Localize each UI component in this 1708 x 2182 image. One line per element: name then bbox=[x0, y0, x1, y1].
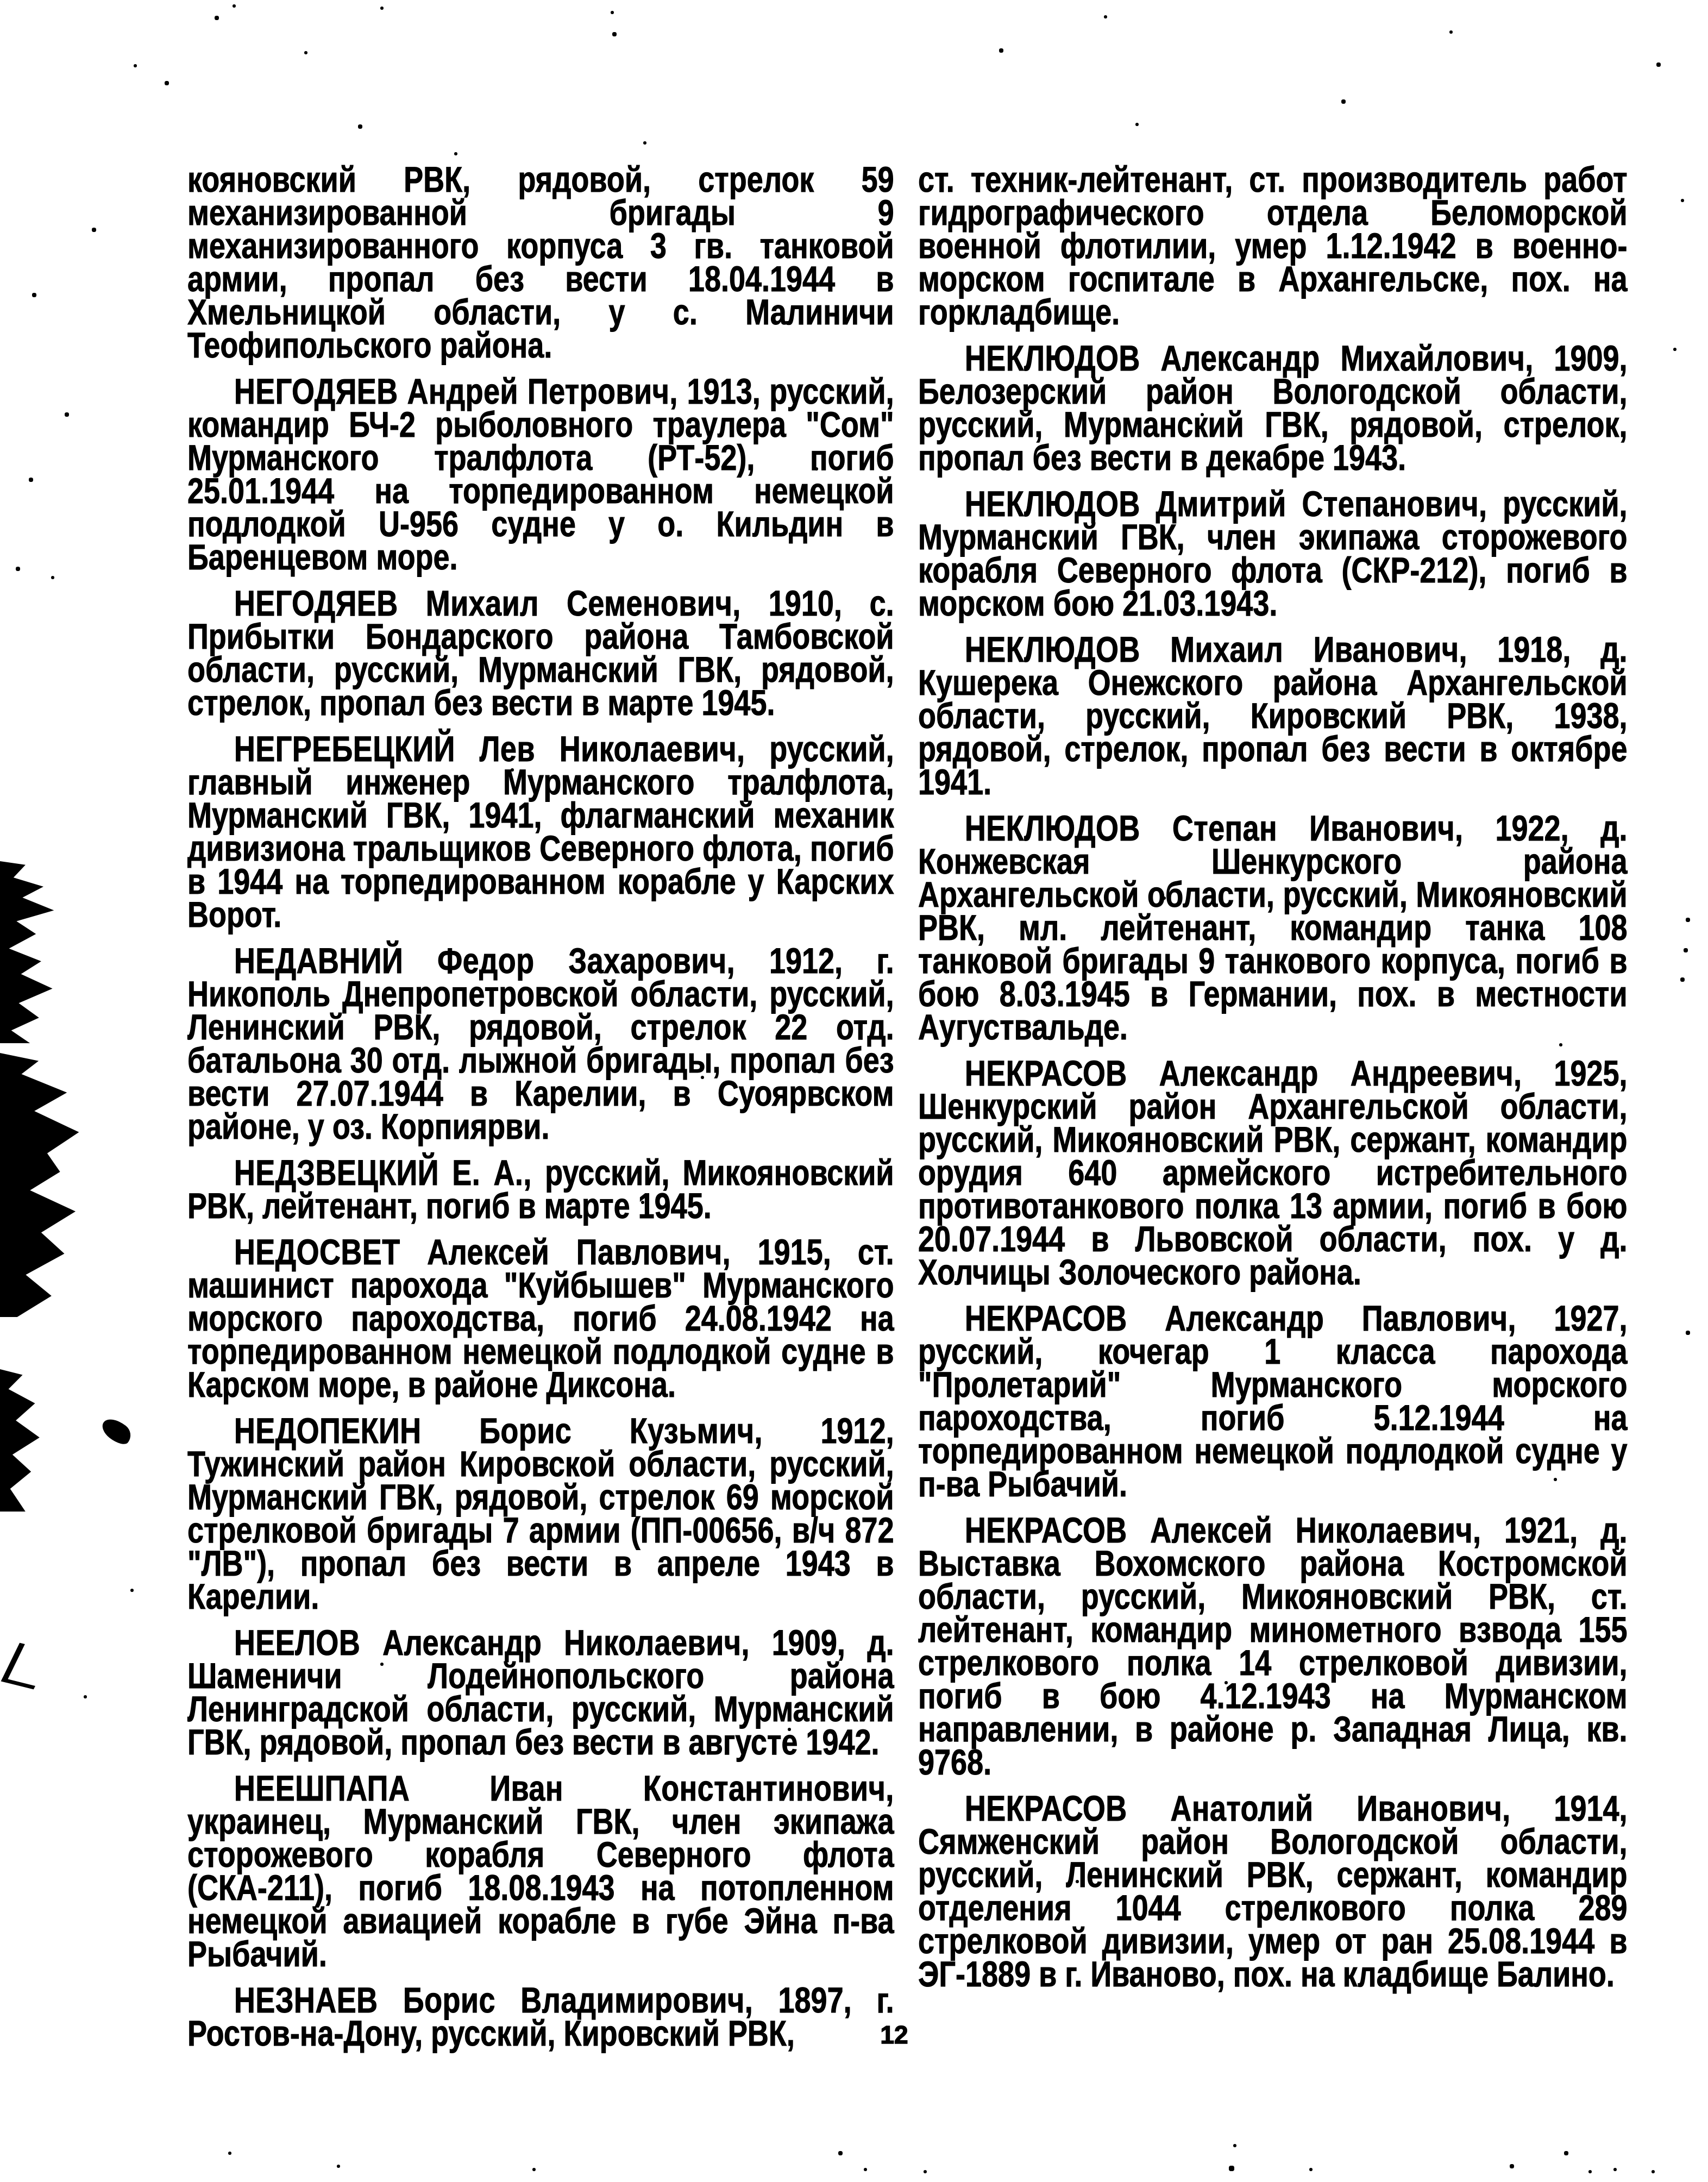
entry-name: НЕДОСВЕТ Алексей Павлович, bbox=[234, 1232, 758, 1272]
entry-text: русский, Микояновский РВК, лейтенант, погиб в марте 1945. bbox=[187, 1152, 894, 1226]
entry-text: 1915, ст. машинист парохода "Куйбышев" Мурманского морского пароходства, погиб 24.08.1942 на торпедированном немецкой подлодкой судне в Карском море, в районе Диксона. bbox=[187, 1232, 894, 1404]
entry-text: ст. техник-лейтенант, ст. производитель работ гидрографического отдела Беломорской военной флотилии, умер 1.12.1942 в военно-морском госпитале в Архангельске, пох. на горкладбище. bbox=[918, 159, 1628, 332]
left-column bbox=[187, 159, 894, 2063]
entry-name: НЕКРАСОВ Александр Андреевич, bbox=[964, 1053, 1554, 1093]
entry-name: НЕДЗВЕЦКИЙ Е. А., bbox=[234, 1152, 545, 1193]
entry-text: русский, Мурманский ГВК, член экипажа сторожевого корабля Северного флота (СКР-212), погиб в морском бою 21.03.1943. bbox=[918, 484, 1628, 623]
entry-name: НЕЕШПАПА Иван Константинович, bbox=[234, 1768, 894, 1808]
memorial-entry bbox=[187, 1410, 894, 1616]
ink-smudge-left-top bbox=[0, 861, 75, 1043]
entry-name: НЕКРАСОВ Анатолий Иванович, bbox=[964, 1788, 1554, 1828]
entry-text: 1912, г. Никополь Днепропетровской области, русский, Ленинский РВК, рядовой, стрелок 22 отд. батальона 30 отд. лыжной бригады, пропал без вести 27.07.1944 в Карелии, в Суоярвском районе, у оз. Корпиярви. bbox=[187, 940, 894, 1146]
ink-mark-left-bottom bbox=[1, 1643, 53, 1690]
memorial-entry bbox=[187, 1768, 894, 1974]
entry-text: кояновский РВК, рядовой, стрелок 59 механизированной бригады 9 механизированного корпуса 3 гв. танковой армии, пропал без вести 18.04.1944 в Хмельницкой области, у с. Малиничи Теофипольского района. bbox=[187, 159, 894, 365]
entry-name: НЕДАВНИЙ Федор Захарович, bbox=[234, 940, 769, 981]
entry-name: НЕГОДЯЕВ Михаил Семенович, bbox=[234, 583, 769, 623]
memorial-entry bbox=[918, 1510, 1628, 1782]
entry-name: НЕГОДЯЕВ Андрей Петрович, bbox=[234, 371, 687, 411]
entry-name: НЕДОПЕКИН Борис Кузьмич, bbox=[234, 1410, 821, 1451]
entry-name: НЕКЛЮДОВ Александр Михайлович, bbox=[964, 338, 1554, 378]
memorial-entry bbox=[187, 583, 894, 723]
entry-text: 1921, д. Выставка Вохомского района Костромской области, русский, Микояновский РВК, ст. лейтенант, командир минометного взвода 155 стрелкового полка 14 стрелковой дивизии, погиб в бою 4.12.1943 на Мурманском направлении, в районе р. Западная Лица, кв. 9768. bbox=[918, 1510, 1628, 1782]
memorial-entry bbox=[187, 940, 894, 1146]
entry-text: 1914, Сямженский район Вологодской области, русский, Ленинский РВК, сержант, командир отделения 1044 стрелкового полка 289 стрелковой дивизии, умер от ран 25.08.1944 в ЭГ-1889 в г. Иваново, пох. на кладбище Балино. bbox=[918, 1788, 1628, 1994]
right-column bbox=[918, 159, 1628, 2004]
entry-text: 1918, д. Кушерека Онежского района Архангельской области, русский, Кировский РВК, 1938, рядовой, стрелок, пропал без вести в октябре 1941. bbox=[918, 629, 1628, 802]
ink-smudge-left-lower bbox=[0, 1369, 56, 1512]
entry-text: украинец, Мурманский ГВК, член экипажа сторожевого корабля Северного флота (СКА-211), погиб 18.08.1943 на потопленном немецкой авиацией корабле в губе Эйна п-ва Рыбачий. bbox=[187, 1801, 894, 1974]
ink-blot bbox=[98, 1414, 135, 1449]
memorial-entry bbox=[187, 371, 894, 577]
entry-name: НЕКРАСОВ Алексей Николаевич, bbox=[964, 1510, 1505, 1550]
entry-name: НЕКЛЮДОВ Дмитрий Степанович, bbox=[964, 484, 1503, 524]
memorial-entry bbox=[187, 1622, 894, 1762]
entry-name: НЕКЛЮДОВ Степан Иванович, bbox=[964, 808, 1496, 848]
page-number: 12 bbox=[880, 2021, 908, 2049]
memorial-entry bbox=[187, 159, 894, 365]
memorial-entry bbox=[918, 629, 1628, 802]
memorial-entry bbox=[187, 729, 894, 935]
entry-text: русский, главный инженер Мурманского тралфлота, Мурманский ГВК, 1941, флагманский механик дивизиона тральщиков Северного флота, погиб в 1944 на торпедированном корабле у Карских Ворот. bbox=[187, 729, 894, 935]
entry-text: 1912, Тужинский район Кировской области, русский, Мурманский ГВК, рядовой, стрелок 69 морской стрелковой бригады 7 армии (ПП-00656, в/ч 872 "ЛВ"), пропал без вести в апреле 1943 в Карелии. bbox=[187, 1410, 894, 1616]
ink-smudge-left-middle bbox=[0, 1053, 86, 1317]
entry-name: НЕКЛЮДОВ Михаил Иванович, bbox=[964, 629, 1498, 669]
entry-text: 1927, русский, кочегар 1 класса парохода "Пролетарий" Мурманского морского пароходства, погиб 5.12.1944 на торпедированном немецкой подлодкой судне у п-ва Рыбачий. bbox=[918, 1298, 1628, 1504]
scan-speckles bbox=[0, 0, 1, 1]
entry-name: НЕКРАСОВ Александр Павлович, bbox=[964, 1298, 1554, 1338]
entry-text: 1910, с. Прибытки Бондарского района Тамбовской области, русский, Мурманский ГВК, рядовой, стрелок, пропал без вести в марте 1945. bbox=[187, 583, 894, 723]
entry-name: НЕЗНАЕВ Борис Владимирович, bbox=[234, 1980, 778, 2020]
memorial-entry bbox=[918, 1788, 1628, 1994]
entry-text: 1925, Шенкурский район Архангельской области, русский, Микояновский РВК, сержант, командир орудия 640 армейского истребительного противотанкового полка 13 армии, погиб в бою 20.07.1944 в Львовской области, пох. у д. Холчицы Золоческого района. bbox=[918, 1053, 1628, 1292]
memorial-entry bbox=[918, 484, 1628, 623]
entry-text: 1897, г. Ростов-на-Дону, русский, Кировский РВК, bbox=[187, 1980, 894, 2053]
entry-text: 1913, русский, командир БЧ-2 рыболовного траулера "Сом" Мурманского тралфлота (РТ-52), погиб 25.01.1944 на торпедированном немецкой подлодкой U-956 судне у о. Кильдин в Баренцевом море. bbox=[187, 371, 894, 577]
memorial-entry bbox=[918, 1053, 1628, 1292]
memorial-entry bbox=[187, 1232, 894, 1404]
memorial-entry bbox=[187, 1980, 894, 2053]
memorial-entry bbox=[918, 159, 1628, 332]
memorial-entry bbox=[918, 338, 1628, 478]
entry-text: 1909, д. Шаменичи Лодейнопольского района Ленинградской области, русский, Мурманский ГВК, рядовой, пропал без вести в августе 1942. bbox=[187, 1622, 894, 1762]
entry-name: НЕЕЛОВ Александр Николаевич, bbox=[234, 1622, 772, 1663]
entry-text: 1922, д. Конжевская Шенкурского района Архангельской области, русский, Микояновский РВК, мл. лейтенант, командир танка 108 танковой бригады 9 танкового корпуса, погиб в бою 8.03.1945 в Германии, пох. в местности Аугуствальде. bbox=[918, 808, 1628, 1047]
memorial-entry bbox=[918, 808, 1628, 1047]
memorial-entry bbox=[187, 1152, 894, 1226]
entry-name: НЕГРЕБЕЦКИЙ Лев Николаевич, bbox=[234, 729, 770, 769]
memorial-entry bbox=[918, 1298, 1628, 1504]
entry-text: 1909, Белозерский район Вологодской области, русский, Мурманский ГВК, рядовой, стрелок, пропал без вести в декабре 1943. bbox=[918, 338, 1628, 478]
